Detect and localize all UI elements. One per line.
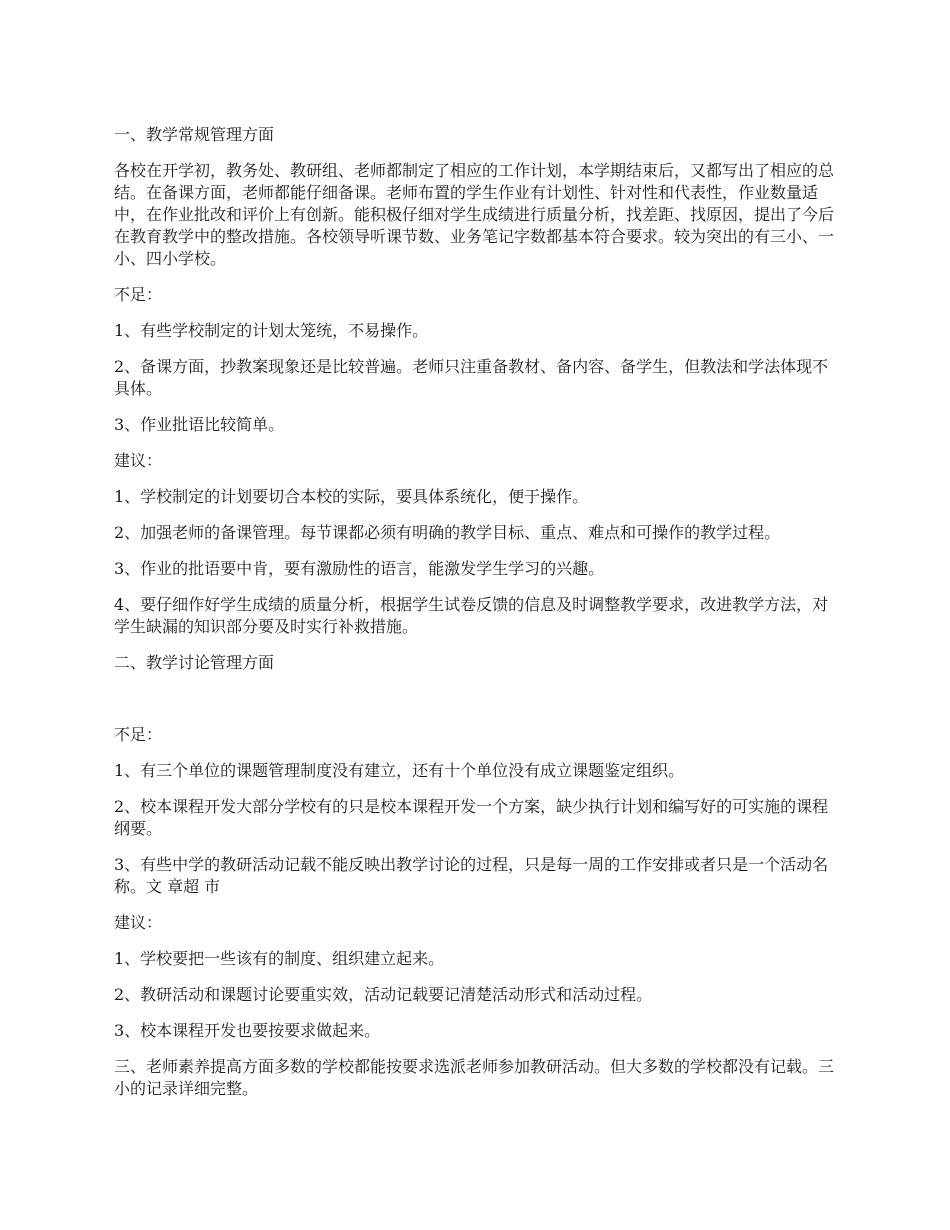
- label-suggestions: 建议：: [114, 913, 163, 932]
- list-item: 4、要仔细作好学生成绩的质量分析，根据学生试卷反馈的信息及时调整教学要求，改进教学方法，对学生缺漏的知识部分要及时实行补救措施。: [114, 595, 829, 636]
- list-item: 1、有些学校制定的计划太笼统，不易操作。: [114, 321, 429, 340]
- list-item: 1、学校要把一些该有的制度、组织建立起来。: [114, 949, 445, 968]
- list-item: 2、校本课程开发大部分学校有的只是校本课程开发一个方案，缺少执行计划和编写好的可实施的课程纲要。: [114, 797, 829, 838]
- list-item: 3、有些中学的教研活动记载不能反映出教学讨论的过程，只是每一周的工作安排或者只是一个活动名称。文 章超 市: [114, 855, 829, 896]
- label-shortcomings: 不足：: [114, 725, 163, 744]
- section-heading-3: 三、老师素养提高方面多数的学校都能按要求选派老师参加教研活动。但大多数的学校都没有记载。三小的记录详细完整。: [114, 1057, 835, 1098]
- section-heading-1: 一、教学常规管理方面: [114, 125, 275, 144]
- list-item: 3、作业批语比较简单。: [114, 415, 285, 434]
- list-item: 1、学校制定的计划要切合本校的实际，要具体系统化，便于操作。: [114, 487, 589, 506]
- blank-space: [114, 688, 838, 724]
- list-item: 1、有三个单位的课题管理制度没有建立，还有十个单位没有成立课题鉴定组织。: [114, 761, 685, 780]
- section-heading-2: 二、教学讨论管理方面: [114, 653, 275, 672]
- list-item: 3、作业的批语要中肯，要有激励性的语言，能激发学生学习的兴趣。: [114, 559, 605, 578]
- document-body: [114, 124, 838, 1114]
- list-item: 2、备课方面，抄教案现象还是比较普遍。老师只注重备教材、备内容、备学生，但教法和学法体现不具体。: [114, 357, 829, 398]
- label-shortcomings: 不足：: [114, 285, 163, 304]
- list-item: 3、校本课程开发也要按要求做起来。: [114, 1021, 381, 1040]
- label-suggestions: 建议：: [114, 451, 163, 470]
- list-item: 2、教研活动和课题讨论要重实效，活动记载要记清楚活动形式和活动过程。: [114, 985, 653, 1004]
- list-item: 2、加强老师的备课管理。每节课都必须有明确的教学目标、重点、难点和可操作的教学过程。: [114, 523, 781, 542]
- paragraph-overview: 各校在开学初，教务处、教研组、老师都制定了相应的工作计划，本学期结束后，又都写出了相应的总结。在备课方面，老师都能仔细备课。老师布置的学生作业有计划性、针对性和代表性，作业数量适中，在作业批改和评价上有创新。能积极仔细对学生成绩进行质量分析，找差距、找原因，提出了今后在教育教学中的整改措施。各校领导听课节数、业务笔记字数都基本符合要求。较为突出的有三小、一小、四小学校。: [114, 161, 835, 268]
